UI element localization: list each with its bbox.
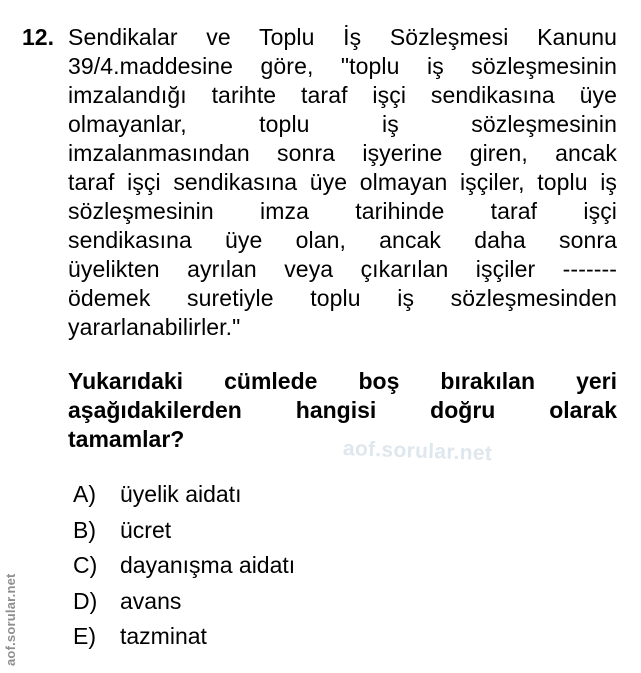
prompt-line: Yukarıdaki cümlede boş bırakılan yeri <box>68 368 617 394</box>
prompt-line: tamamlar? <box>68 426 185 452</box>
watermark-side: aof.sorular.net <box>3 573 18 666</box>
option-letter: B) <box>73 516 96 543</box>
watermark-center: aof.sorular.net <box>342 437 493 466</box>
stem-line: üyelikten ayrılan veya çıkarılan işçiler ------- <box>68 256 617 282</box>
stem-line: ödemek suretiyle toplu iş sözleşmesinden <box>68 285 617 311</box>
option-letter: C) <box>73 552 98 578</box>
option-text: avans <box>120 587 182 614</box>
option-text: ücret <box>120 516 172 543</box>
option-letter: A) <box>73 481 96 507</box>
stem-line: taraf işçi sendikasına üye olmayan işçiler, toplu iş <box>68 169 617 195</box>
option-letter: D) <box>73 587 98 614</box>
prompt-line: aşağıdakilerden hangisi doğru olarak <box>68 397 617 423</box>
option-text: tazminat <box>120 623 207 649</box>
stem-line: olmayanlar, toplu iş sözleşmesinin <box>68 111 617 137</box>
stem-line: Sendikalar ve Toplu İş Sözleşmesi Kanunu <box>68 24 617 50</box>
stem-line: sendikasına üye olan, ancak daha sonra <box>68 227 617 253</box>
stem-line: imzalandığı tarihte taraf işçi sendikasına üye <box>68 82 617 108</box>
option-text: dayanışma aidatı <box>120 552 296 578</box>
option-text: üyelik aidatı <box>120 481 242 507</box>
question-stem <box>68 23 617 342</box>
stem-line: imzalanmasından sonra işyerine giren, ancak <box>68 140 617 166</box>
stem-line: 39/4.maddesine göre, "toplu iş sözleşmesinin <box>68 53 617 79</box>
stem-line: yararlanabilirler." <box>68 314 241 340</box>
question-number: 12. <box>22 24 54 50</box>
option-letter: E) <box>73 623 96 649</box>
stem-line: sözleşmesinin imza tarihinde taraf işçi <box>68 198 617 224</box>
